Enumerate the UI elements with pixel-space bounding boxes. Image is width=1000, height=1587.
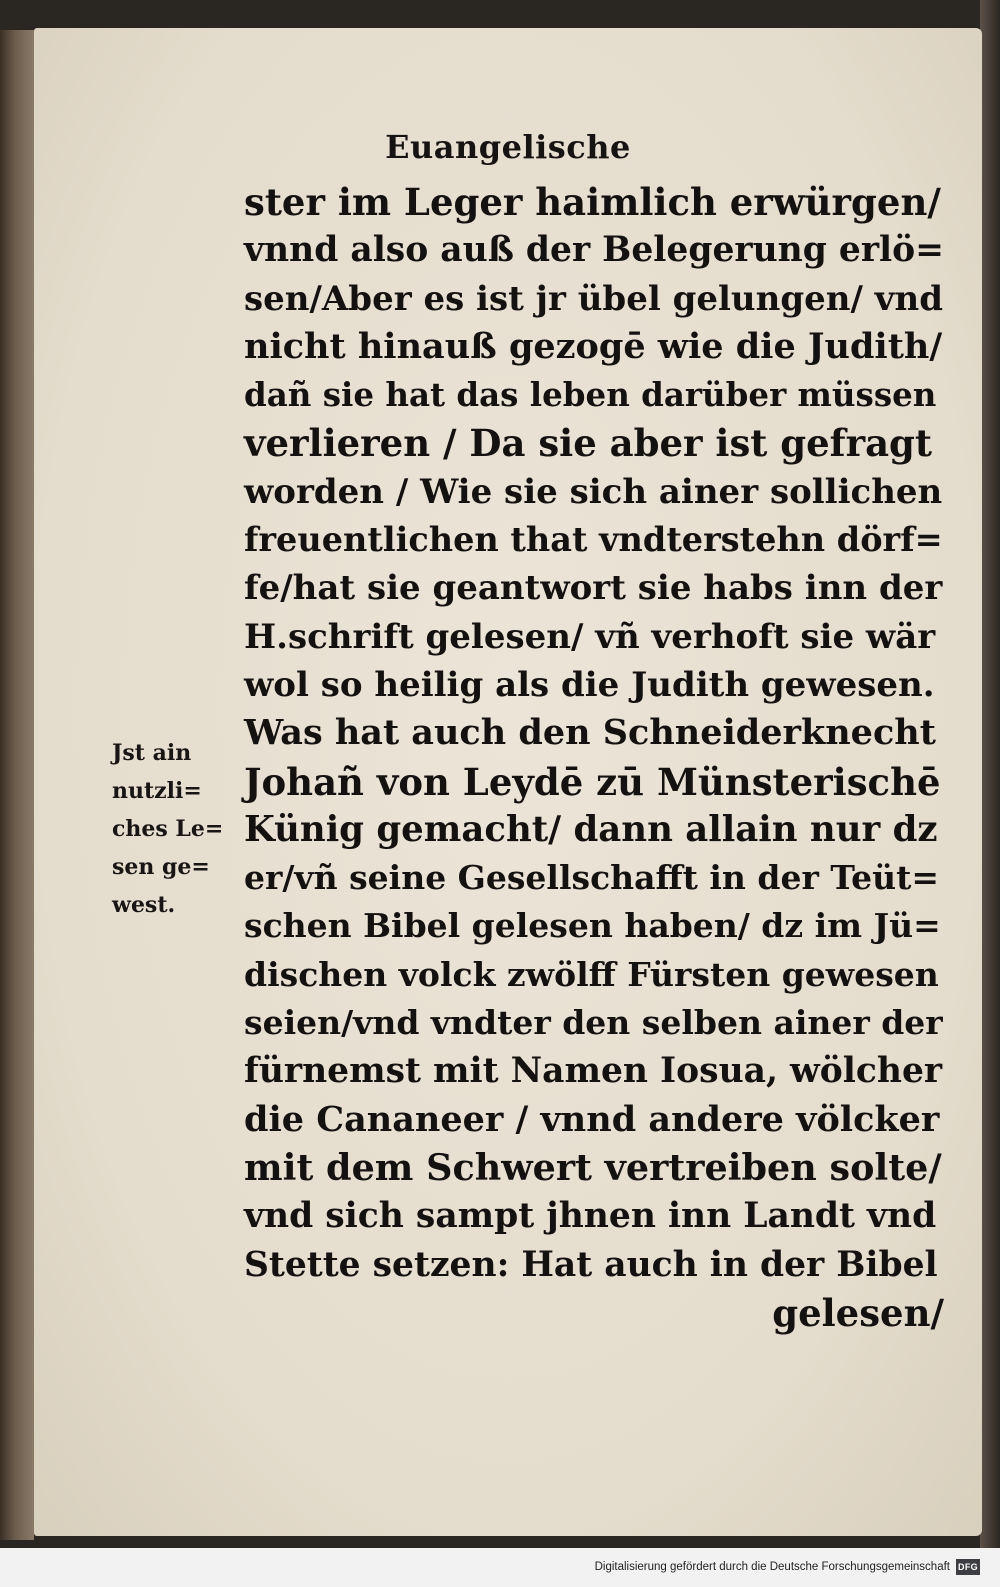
text-line: verlieren / Da sie aber ist gefragt bbox=[244, 421, 933, 466]
text-line: wol so heilig als die Judith gewesen. bbox=[244, 664, 935, 705]
text-line: er/vñ seine Gesellschafft in der Teüt= bbox=[244, 858, 939, 898]
book-binding-right bbox=[980, 0, 1000, 1560]
text-line: fürnemst mit Namen Iosua, wölcher bbox=[244, 1051, 943, 1092]
text-line: seien/vnd vndter den selben ainer der bbox=[244, 1003, 943, 1043]
marginal-note-line: ches Le= bbox=[112, 816, 224, 842]
running-head: Euangelische bbox=[385, 128, 631, 166]
main-text-block bbox=[244, 178, 944, 1337]
text-line: worden / Wie sie sich ainer sollichen bbox=[244, 471, 943, 512]
text-line: mit dem Schwert vertreiben solte/ bbox=[244, 1145, 942, 1189]
text-line: Johañ von Leydē zū Münsterischē bbox=[244, 759, 941, 804]
catchword: gelesen/ bbox=[772, 1290, 944, 1335]
book-page bbox=[34, 28, 982, 1536]
text-line: ster im Leger haimlich erwürgen/ bbox=[244, 180, 941, 224]
funding-credit: Digitalisierung gefördert durch die Deutsche Forschungsgemeinschaft bbox=[594, 1561, 950, 1573]
marginal-note-line: Jst ain bbox=[112, 740, 192, 766]
text-line: H.schrift gelesen/ vñ verhoft sie wär bbox=[244, 616, 936, 657]
text-line: vnd sich sampt jhnen inn Landt vnd bbox=[244, 1196, 937, 1237]
text-line: freuentlichen that vndterstehn dörf= bbox=[244, 520, 943, 560]
marginal-note-line: sen ge= bbox=[112, 854, 210, 880]
text-line: nicht hinauß gezogē wie die Judith/ bbox=[244, 325, 943, 367]
text-line: Stette setzen: Hat auch in der Bibel bbox=[244, 1244, 938, 1285]
marginal-note-line: nutzli= bbox=[112, 778, 202, 804]
text-line: sen/Aber es ist jr übel gelungen/ vnd bbox=[244, 278, 943, 319]
text-line: Künig gemacht/ dann allain nur dz bbox=[244, 808, 938, 850]
text-line: Was hat auch den Schneiderknecht bbox=[244, 712, 936, 754]
text-line: vnnd also auß der Belegerung erlö= bbox=[244, 230, 945, 271]
text-line: die Cananeer / vnnd andere völcker bbox=[244, 1098, 940, 1140]
dfg-logo: DFG bbox=[956, 1559, 980, 1575]
marginal-note-line: west. bbox=[112, 892, 176, 918]
text-line: dañ sie hat das leben darüber müssen bbox=[244, 375, 937, 415]
marginal-note bbox=[112, 734, 242, 924]
book-binding-left bbox=[0, 30, 34, 1540]
text-line: fe/hat sie geantwort sie habs inn der bbox=[244, 568, 943, 609]
text-line: schen Bibel gelesen haben/ dz im Jü= bbox=[244, 906, 941, 946]
text-line: dischen volck zwölff Fürsten gewesen bbox=[244, 954, 939, 994]
